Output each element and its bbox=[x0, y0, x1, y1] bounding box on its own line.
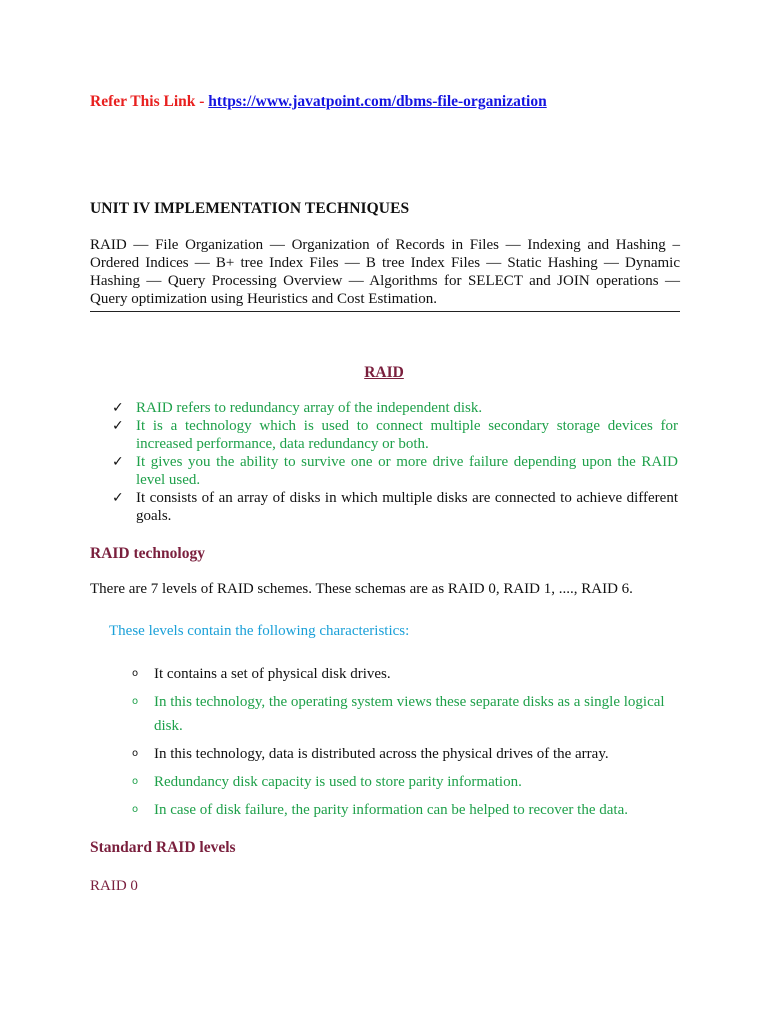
characteristic-item bbox=[132, 662, 692, 686]
raid-point-item bbox=[112, 417, 678, 453]
raid0-label: RAID 0 bbox=[90, 878, 138, 894]
raid-point-text: It is a technology which is used to connect multiple secondary storage devices for increased performance, data redundancy or both. bbox=[136, 418, 678, 452]
standard-raid-levels-heading: Standard RAID levels bbox=[90, 839, 236, 856]
checkmark-icon: ✓ bbox=[112, 454, 124, 470]
raid-point-item bbox=[112, 489, 678, 525]
characteristic-item bbox=[132, 798, 692, 822]
characteristic-text: In this technology, data is distributed across the physical drives of the array. bbox=[154, 746, 609, 762]
characteristic-text: In case of disk failure, the parity information can be helped to recover the data. bbox=[154, 802, 628, 818]
characteristics-intro: These levels contain the following characteristics: bbox=[109, 623, 410, 639]
characteristic-item bbox=[132, 690, 692, 738]
characteristic-item bbox=[132, 770, 692, 794]
circle-bullet-icon: o bbox=[132, 696, 139, 707]
raid-heading: RAID bbox=[364, 364, 404, 381]
circle-bullet-icon: o bbox=[132, 668, 139, 679]
circle-bullet-icon: o bbox=[132, 776, 139, 787]
refer-separator: - bbox=[195, 93, 209, 110]
refer-line bbox=[90, 93, 547, 111]
characteristic-text: Redundancy disk capacity is used to store parity information. bbox=[154, 774, 522, 790]
javatpoint-link[interactable]: https://www.javatpoint.com/dbms-file-organization bbox=[208, 93, 547, 110]
raid-point-item bbox=[112, 399, 678, 417]
refer-label: Refer This Link bbox=[90, 93, 196, 110]
characteristics-list bbox=[132, 662, 692, 826]
circle-bullet-icon: o bbox=[132, 804, 139, 815]
raid-point-item bbox=[112, 453, 678, 489]
characteristic-item bbox=[132, 742, 692, 766]
raid-levels-sentence: There are 7 levels of RAID schemes. These schemas are as RAID 0, RAID 1, ...., RAID 6. bbox=[90, 581, 633, 597]
characteristic-text: It contains a set of physical disk drives. bbox=[154, 666, 391, 682]
checkmark-icon: ✓ bbox=[112, 400, 124, 416]
raid-points-list bbox=[112, 399, 678, 525]
checkmark-icon: ✓ bbox=[112, 490, 124, 506]
checkmark-icon: ✓ bbox=[112, 418, 124, 434]
raid-point-text: It consists of an array of disks in which multiple disks are connected to achieve different goals. bbox=[136, 490, 678, 524]
characteristic-text: In this technology, the operating system views these separate disks as a single logical disk. bbox=[154, 694, 665, 734]
raid-point-text: RAID refers to redundancy array of the independent disk. bbox=[136, 400, 483, 416]
circle-bullet-icon: o bbox=[132, 748, 139, 759]
syllabus-paragraph: RAID — File Organization — Organization of Records in Files — Indexing and Hashing –Ordered Indices — B+ tree Index Files — B tree Index Files — Static Hashing — Dynamic Hashing — Query Processing Overview — Algorithms for SELECT and JOIN operations — Query optimization using Heuristics and Cost Estimation. bbox=[90, 236, 680, 312]
raid-point-text: It gives you the ability to survive one or more drive failure depending upon the RAID level used. bbox=[136, 454, 678, 488]
raid-technology-heading: RAID technology bbox=[90, 545, 205, 562]
unit-title: UNIT IV IMPLEMENTATION TECHNIQUES bbox=[90, 200, 410, 217]
